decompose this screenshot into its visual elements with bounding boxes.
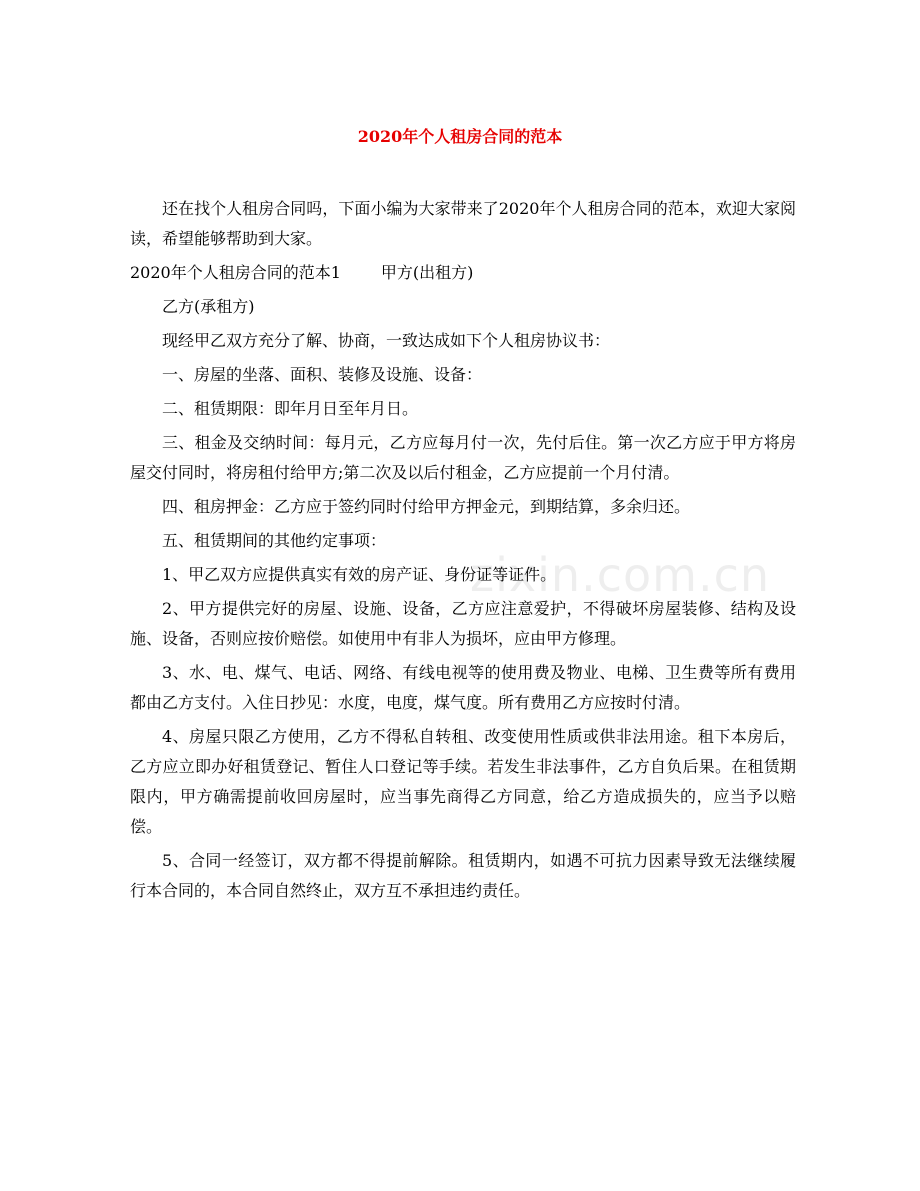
clause-3: 三、租金及交纳时间：每月元，乙方应每月付一次，先付后住。第一次乙方应于甲方将房屋交付同时，将房租付给甲方;第二次及以后付租金，乙方应提前一个月付清。 — [130, 433, 796, 482]
section-heading-line — [130, 258, 796, 288]
clause-1: 一、房屋的坐落、面积、装修及设施、设备： — [162, 365, 483, 384]
agreement-preamble: 现经甲乙双方充分了解、协商，一致达成如下个人租房协议书： — [162, 331, 611, 350]
sub-clause-3: 3、水、电、煤气、电话、网络、有线电视等的使用费及物业、电梯、卫生费等所有费用都由乙方支付。入住日抄见：水度，电度，煤气度。所有费用乙方应按时付清。 — [130, 663, 796, 712]
watermark-text: zixin.com.cn — [470, 548, 771, 602]
sub-clause-2: 2、甲方提供完好的房屋、设施、设备，乙方应注意爱护，不得破坏房屋装修、结构及设施、设备，否则应按价赔偿。如使用中有非人为损坏，应由甲方修理。 — [130, 599, 796, 648]
clause-5: 五、租赁期间的其他约定事项： — [162, 531, 387, 550]
clause-2: 二、租赁期限：即年月日至年月日。 — [162, 399, 419, 418]
document-title: 2020年个人租房合同的范本 — [357, 127, 563, 146]
party-b-label: 乙方(承租方) — [162, 297, 255, 316]
sub-clause-1: 1、甲乙双方应提供真实有效的房产证、身份证等证件。 — [162, 565, 557, 584]
sub-clause-5: 5、合同一经签订，双方都不得提前解除。租赁期内，如遇不可抗力因素导致无法继续履行本合同的，本合同自然终止，双方互不承担违约责任。 — [130, 851, 796, 900]
section-heading: 2020年个人租房合同的范本1 — [130, 263, 341, 282]
intro-paragraph: 还在找个人租房合同吗，下面小编为大家带来了2020年个人租房合同的范本，欢迎大家阅读，希望能够帮助到大家。 — [130, 199, 796, 248]
document-body — [130, 194, 796, 910]
clause-4: 四、租房押金：乙方应于签约同时付给甲方押金元，到期结算，多余归还。 — [162, 497, 691, 516]
party-a-label: 甲方(出租方) — [380, 263, 474, 282]
sub-clause-4: 4、房屋只限乙方使用，乙方不得私自转租、改变使用性质或供非法用途。租下本房后，乙方应立即办好租赁登记、暂住人口登记等手续。若发生非法事件，乙方自负后果。在租赁期限内，甲方确需提前收回房屋时，应当事先商得乙方同意，给乙方造成损失的，应当予以赔偿。 — [130, 727, 796, 836]
